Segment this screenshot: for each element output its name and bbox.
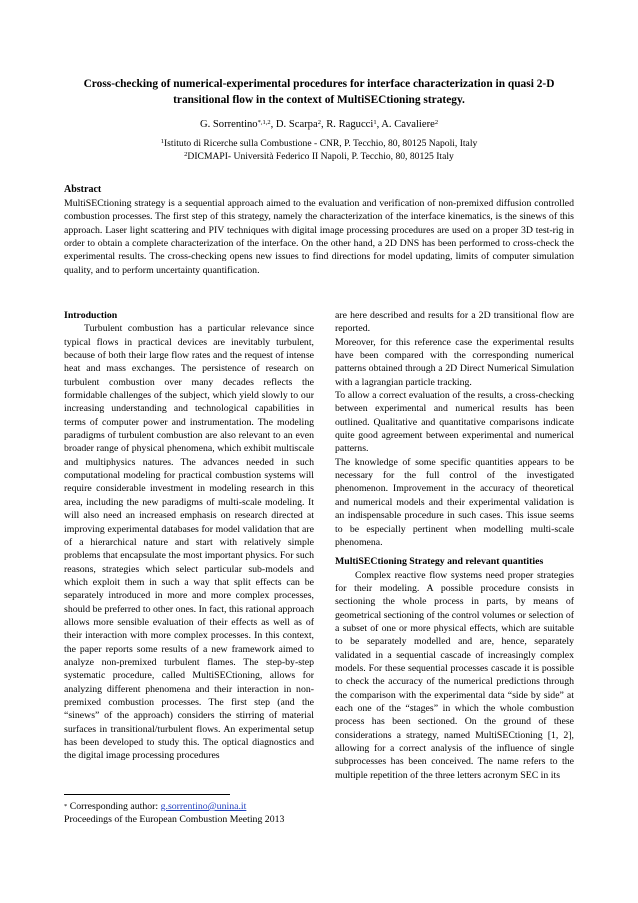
corresponding-email-link[interactable]: g.sorrentino@unina.it [160, 801, 247, 812]
footnote-divider [64, 794, 230, 795]
strategy-heading: MultiSECtioning Strategy and relevant quantities [335, 556, 544, 568]
affiliation-2-number: 2 [184, 151, 188, 158]
paragraph-comparison: Moreover, for this reference case the experimental results have been compared with the corresponding numerical patterns obtained through a 2D Direct Numerical Simulation with a lagrangian particle tracking. [335, 336, 574, 388]
author-1: G. Sorrentino [199, 119, 258, 130]
affiliation-2-text: DICMAPI- Università Federico II Napoli, P. Tecchio, 80, 80125 Italy [187, 151, 454, 162]
author-3-affil: 1 [373, 119, 377, 126]
right-column [335, 309, 574, 782]
affiliation-1-text: Istituto di Ricerche sulla Combustione - CNR, P. Tecchio, 80, 80125 Napoli, Italy [163, 138, 478, 149]
affiliation-1 [60, 138, 578, 150]
paragraph-evaluation: To allow a correct evaluation of the results, a cross-checking between experimental and numerical results has been outlined. Qualitative and quantitative comparisons indicate quite good agreement between experimental and numerical patterns. [335, 390, 574, 455]
proceedings-line: Proceedings of the European Combustion Meeting 2013 [64, 814, 285, 825]
affiliation-1-number: 1 [160, 138, 164, 145]
footnote-mark: * [64, 803, 68, 810]
author-1-affil: *,1,2 [257, 119, 271, 126]
author-list [60, 118, 578, 132]
introduction-heading: Introduction [64, 310, 118, 321]
paragraph-knowledge: The knowledge of some specific quantities appears to be necessary for the full control of the investigated phenomenon. Improvement in the accuracy of theoretical and numerical models and their experimental validation is an indispensable procedure in such cases. This issue seems to be especially pertinent when modelling multi-scale phenomena. [335, 456, 574, 548]
author-4: , A. Cavaliere [376, 119, 435, 130]
abstract-heading: Abstract [64, 184, 102, 195]
author-2: , D. Scarpa [270, 119, 318, 130]
left-column [64, 309, 314, 763]
paragraph-strategy: Complex reactive flow systems need proper strategies for their modeling. A possible procedure consists in sectioning the whole process in parts, by means of geometrical sectioning of the control volumes or selection of a subset of one or more physical effects, which are suitable to be separately modelled and are, hence, separately validated in a sequential cascade of increasingly complex models. For these sequential processes cascade it is possible to check the accuracy of the numerical predictions through the comparison with the experimental data “side by side” at each one of the “stages” in which the whole combustion process has been sectioned. On the ground of these considerations a strategy, named MultiSECtioning [1, 2], allowing for a correct analysis of the influence of single subprocesses has been conceived. The name refers to the multiple repetition of the three letters acronym SEC in its [335, 569, 574, 781]
author-3: , R. Ragucci [320, 119, 374, 130]
introduction-paragraph: Turbulent combustion has a particular relevance since typical flows in practical devices are inevitably turbulent, because of both their large flow rates and the request of intense heat and mass exchanges. The persistence of research on turbulent combustion over many decades reflects the formidable challenges of the subject, which yield slowly to our increasing understanding and technological capabilities in terms of computer power and instrumentation. The modeling paradigms of turbulent combustion are also relevant to an even broader range of physical phenomena, which exhibit multiscale and multiphysics natures. The advances needed in such computational modeling for practical combustion systems will require considerable investment in modeling research in this area, including the new paradigms of multi-scale modeling. It will also need an increased emphasis on research directed at improving experimental databases for model validation that are of a hierarchical nature and start with relatively simple problems that encapsulate the most important physics. For such reasons, strategies which select particular sub-models and which exploit them in such a way that split effects can be separately introduced in more and more complex processes, should be preferred to other ones. In fact, this rational approach allows more sensible evaluation of their effects as well as of their interaction with more complex processes. In this context, the paper reports some results of a new framework aimed to analyze non-premixed turbulent flames. The step-by-step systematic procedure, called MultiSECtioning, allows for analyzing different phenomena and their interaction in non-premixed combustion processes. The first step (and the “sinews” of the approach) considers the stirring of material surfaces in transitional/turbulent flows. An experimental setup has been developed to study this. The optical diagnostics and the digital image processing procedures [64, 323, 314, 762]
abstract-text: MultiSECtioning strategy is a sequential approach aimed to the evaluation and verification of non-premixed diffusion controlled combustion processes. The first step of this strategy, namely the characterization of the interface kinematics, is the sinews of this approach. Laser light scattering and PIV techniques with digital image processing procedures are used on a proper 3D test-rig in order to obtain a complete characterization of the interface. On the other hand, a 2D DNS has been performed to cross-check the experimental results. The cross-checking opens new issues to find directions for model updating, limits of computer simulation quality, and to perform uncertainty quantification. [64, 198, 574, 276]
author-2-affil: 2 [317, 119, 321, 126]
affiliation-2 [60, 151, 578, 163]
footnote [64, 800, 364, 826]
corresponding-author-label: Corresponding author: [67, 801, 161, 812]
paper-title: Cross-checking of numerical-experimental procedures for interface characterization in quasi 2-D transitional flow in the context of MultiSECtioning strategy. [83, 78, 555, 106]
author-4-affil: 2 [434, 119, 439, 126]
corresponding-author-line [64, 800, 364, 813]
paragraph-continuation: are here described and results for a 2D transitional flow are reported. [335, 310, 574, 335]
